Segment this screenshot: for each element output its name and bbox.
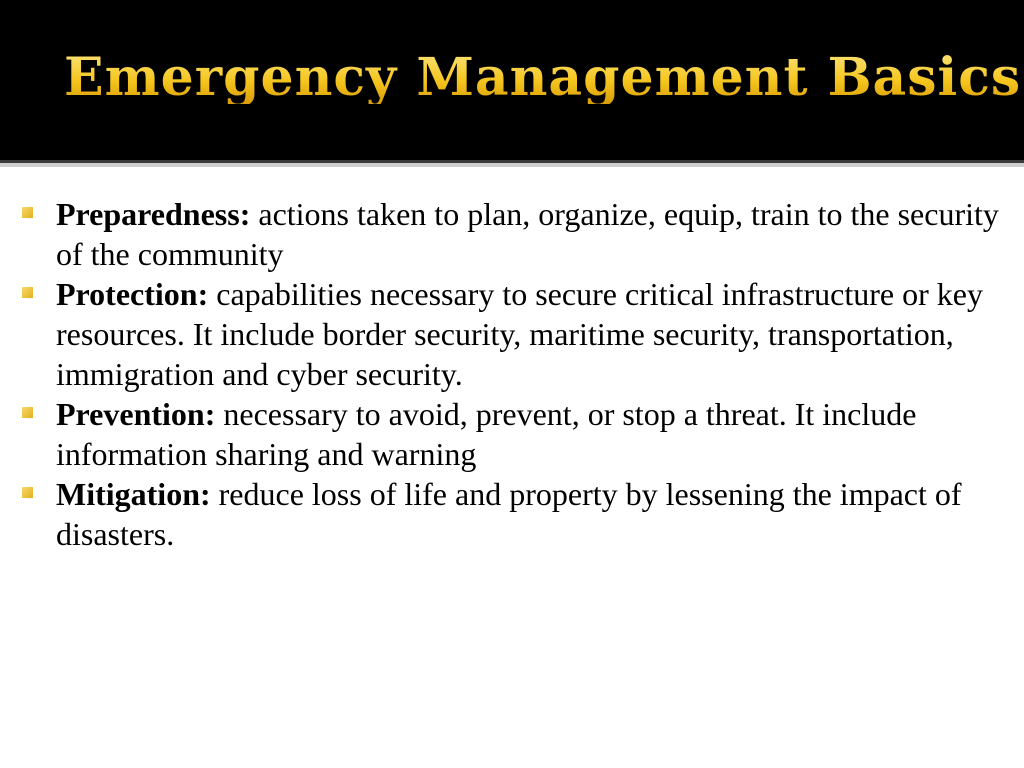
bullet-text: reduce loss of life and property by lessening the impact of disasters. bbox=[56, 476, 962, 552]
bullet-text: actions taken to plan, organize, equip, train to the security of the community bbox=[56, 196, 999, 272]
square-bullet-icon bbox=[22, 407, 33, 418]
bullet-protection bbox=[0, 274, 1000, 394]
bullet-text: necessary to avoid, prevent, or stop a threat. It include information sharing and warning bbox=[56, 396, 917, 472]
bullet-term: Preparedness: bbox=[56, 196, 251, 232]
bullet-list bbox=[0, 194, 1000, 554]
square-bullet-icon bbox=[22, 287, 33, 298]
bullet-term: Protection: bbox=[56, 276, 209, 312]
title-band bbox=[0, 0, 1024, 160]
bullet-text: capabilities necessary to secure critical infrastructure or key resources. It include border security, maritime security, transportation, immigration and cyber security. bbox=[56, 276, 983, 392]
title-divider-highlight bbox=[0, 163, 1024, 167]
bullet-preparedness bbox=[0, 194, 1000, 274]
bullet-term: Mitigation: bbox=[56, 476, 211, 512]
square-bullet-icon bbox=[22, 207, 33, 218]
bullet-term: Prevention: bbox=[56, 396, 216, 432]
square-bullet-icon bbox=[22, 487, 33, 498]
bullet-prevention bbox=[0, 394, 1000, 474]
bullet-mitigation bbox=[0, 474, 1000, 554]
slide-title: Emergency Management Basics bbox=[64, 47, 1022, 108]
